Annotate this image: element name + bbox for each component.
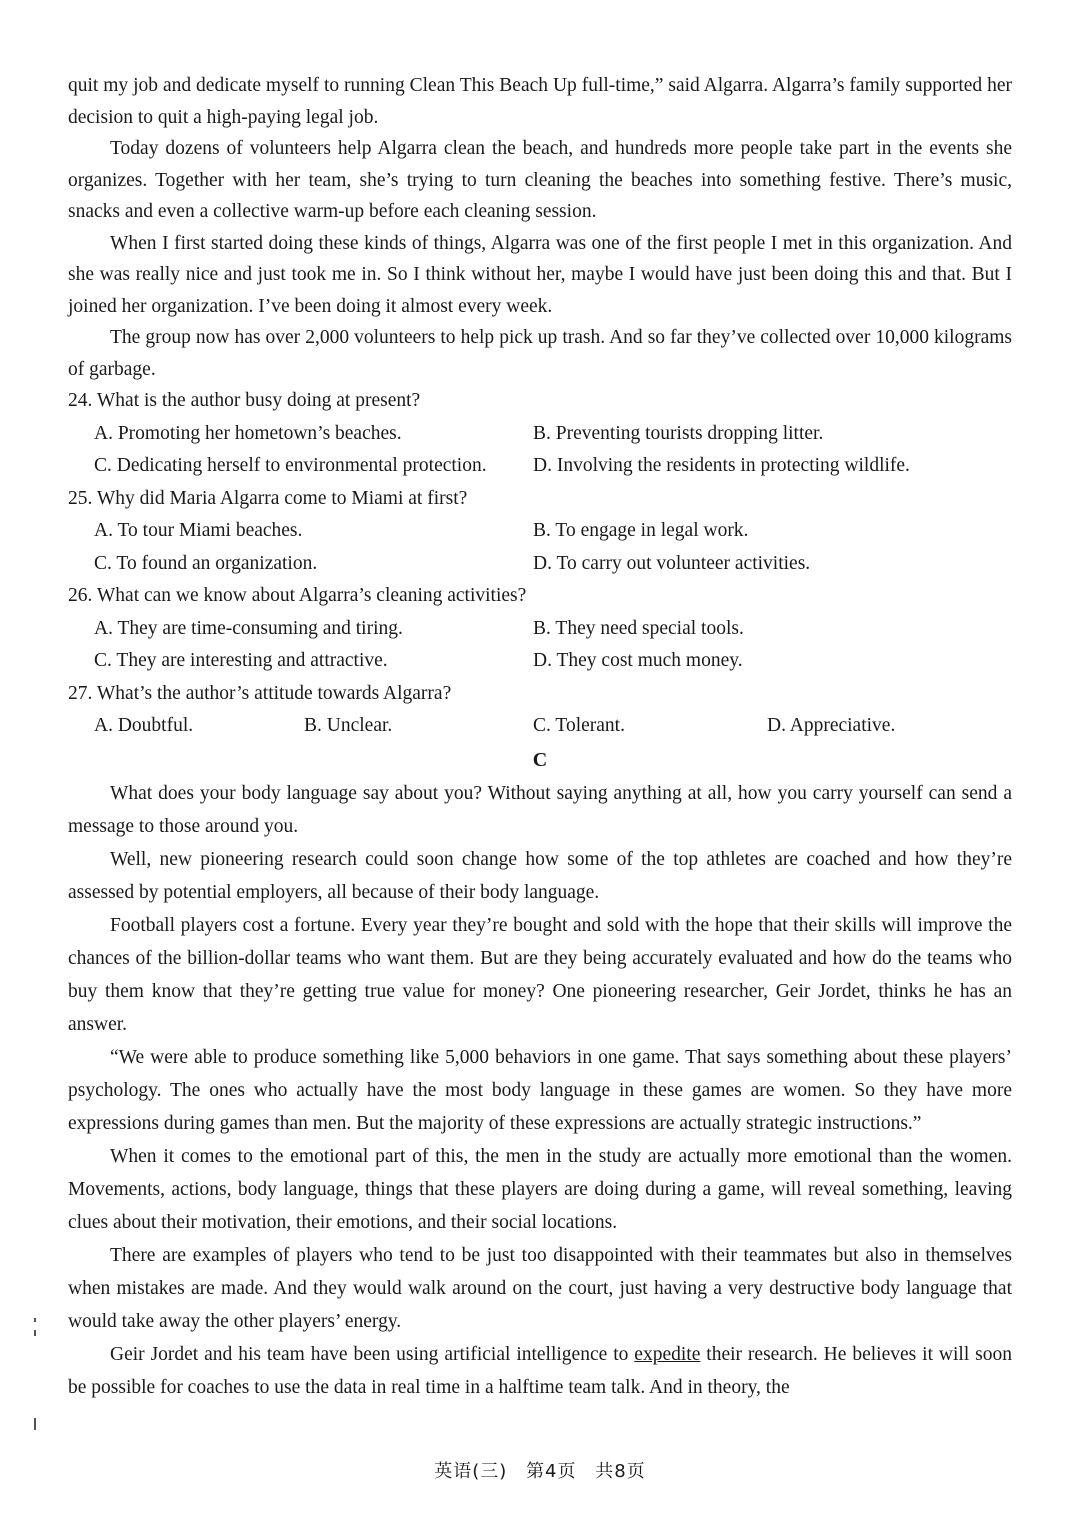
footer-total-pages: 共8页 [595, 1461, 646, 1482]
margin-mark [34, 1318, 36, 1322]
footer-subject: 英语(三) [434, 1461, 508, 1482]
passage-c-paragraph: When it comes to the emotional part of this, the men in the study are actually more emotional than the women. Movements, actions, body language, things that these players are doing during a game, will reveal something, leaving clues about their motivation, their emotions, and their social locations. [68, 1145, 1012, 1233]
option-a: A. Promoting her hometown’s beaches. [94, 422, 402, 444]
paragraph-text: their research. He believes it will soon be possible for coaches to use the data in real time in a halftime team talk. And in theory, the [68, 1343, 1012, 1398]
option-d: D. To carry out volunteer activities. [533, 552, 811, 574]
question-26-options [94, 613, 1012, 678]
option-b: B. To engage in legal work. [533, 520, 749, 541]
passage-c-paragraph [68, 1338, 1012, 1404]
option-b: B. Unclear. [304, 715, 393, 736]
passage-c-paragraph: “We were able to produce something like 5,000 behaviors in one game. That says something about these players’ psychology. The ones who actually have the most body language in these games are women. So they have more expressions during games than men. But the majority of these expressions are actually strategic instructions.” [68, 1046, 1012, 1134]
passage-b-paragraph: When I first started doing these kinds of things, Algarra was one of the first people I met in this organization. And she was really nice and just took me in. So I think without her, maybe I would have just been doing this and that. But I joined her organization. I’ve been doing it almost every week. [68, 232, 1012, 317]
option-a: A. They are time-consuming and tiring. [94, 617, 403, 639]
paragraph-text: Geir Jordet and his team have been using artificial intelligence to [110, 1343, 635, 1365]
option-b: B. They need special tools. [533, 617, 744, 639]
option-c: C. Dedicating herself to environmental protection. [94, 455, 487, 476]
option-d: D. Involving the residents in protecting wildlife. [533, 455, 910, 476]
passage-c-paragraph: There are examples of players who tend to be just too disappointed with their teammates but also in themselves when mistakes are made. And they would walk around on the court, just having a very destructive body language that would take away the other players’ energy. [68, 1244, 1012, 1332]
question-27-options [94, 710, 1012, 743]
passage-c-paragraph: Football players cost a fortune. Every year they’re bought and sold with the hope that their skills will improve the chances of the billion-dollar teams who want them. But are they being accurately evaluated and how do the teams who buy them know that they’re getting true value for money? One pioneering researcher, Geir Jordet, thinks he has an answer. [68, 914, 1012, 1035]
footer-page-number: 第4页 [526, 1461, 577, 1482]
question-24-stem: 24. What is the author busy doing at present? [68, 390, 421, 411]
option-a: A. To tour Miami beaches. [94, 520, 303, 541]
option-c: C. They are interesting and attractive. [94, 650, 388, 671]
passage-b-paragraph: Today dozens of volunteers help Algarra clean the beach, and hundreds more people take part in the events she organizes. Together with her team, she’s trying to turn cleaning the beaches into something festive. There’s music, snacks and even a collective warm-up before each cleaning session. [68, 138, 1012, 222]
margin-mark [34, 1418, 36, 1430]
question-25-stem: 25. Why did Maria Algarra come to Miami at first? [68, 487, 468, 509]
content [68, 70, 1012, 1404]
passage-c-paragraph: What does your body language say about you? Without saying anything at all, how you carry yourself can send a message to those around you. [68, 782, 1012, 837]
margin-mark [34, 1330, 36, 1336]
page-footer [0, 1457, 1080, 1483]
option-d: D. Appreciative. [767, 715, 896, 736]
question-25-options [94, 515, 1012, 580]
underlined-word: expedite [634, 1343, 701, 1365]
passage-c-paragraph: Well, new pioneering research could soon change how some of the top athletes are coached and how they’re assessed by potential employers, all because of their body language. [68, 848, 1012, 903]
option-b: B. Preventing tourists dropping litter. [533, 422, 824, 444]
passage-b-paragraph: quit my job and dedicate myself to running Clean This Beach Up full-time,” said Algarra. Algarra’s family supported her decision to quit a high-paying legal job. [68, 75, 1012, 128]
option-c: C. To found an organization. [94, 552, 318, 574]
option-c: C. Tolerant. [533, 715, 625, 736]
passage-b-paragraph: The group now has over 2,000 volunteers to help pick up trash. And so far they’ve collected over 10,000 kilograms of garbage. [68, 327, 1012, 380]
option-a: A. Doubtful. [94, 715, 194, 736]
question-24-options [94, 418, 1012, 483]
option-d: D. They cost much money. [533, 650, 743, 671]
section-c-heading: C [532, 748, 548, 771]
question-26-stem: 26. What can we know about Algarra’s cleaning activities? [68, 585, 527, 606]
question-27-stem: 27. What’s the author’s attitude towards Algarra? [68, 682, 452, 704]
